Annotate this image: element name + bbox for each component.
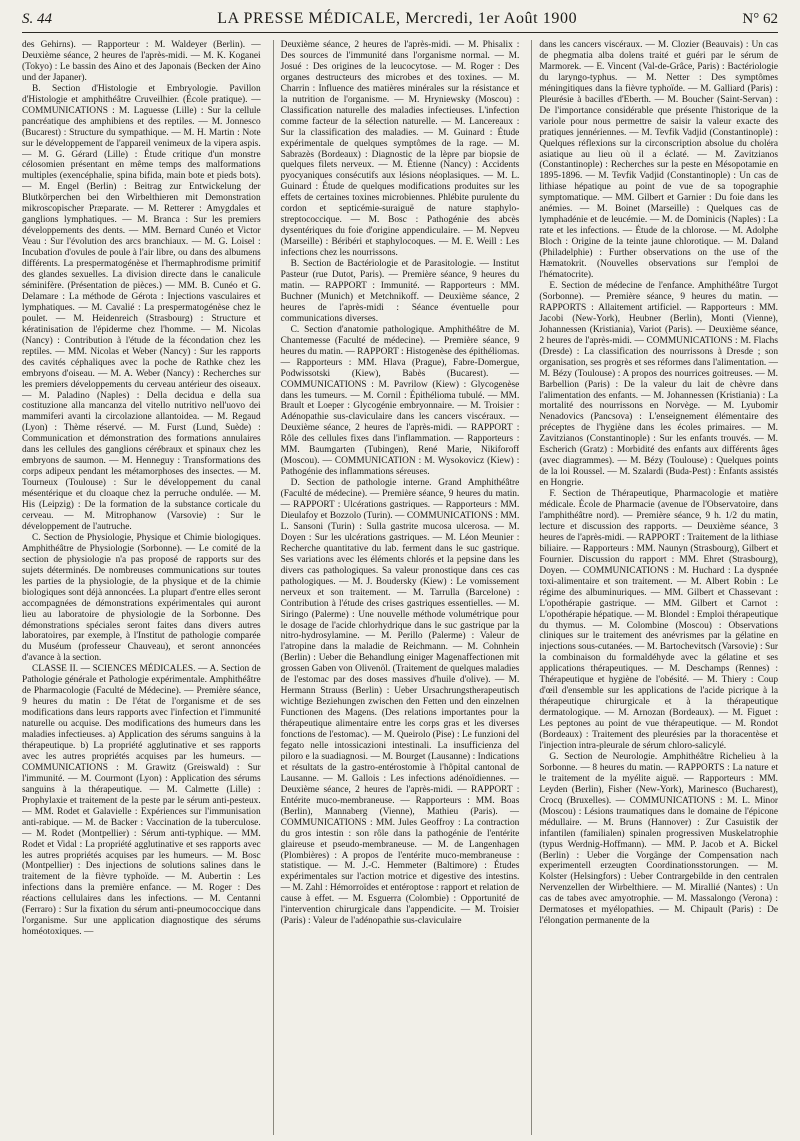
paragraph: G. Section de Neurologie. Amphithéâtre Richelieu à la Sorbonne. — 8 heures du matin. — RAPPORTS : La nature et le traitement de la myélite aiguë. — Rapporteurs : MM. Leyden (Berlin), Fisher (New-York), Marinesco (Bucharest), Crocq (Bruxelles). — COMMUNICATIONS : M. L. Minor (Moscou) : Lésions traumatiques dans le domaine de l'épicone médullaire. — M. Bruns (Hannover) : Zur Casuistik der infantilen (familialen) spinalen progressiven Muskelatrophie (typus Werdnig-Hoffmann). — MM. P. Jacob et A. Bickel (Berlin) : Ueber die Vorgänge der Compensation nach experimentell erzeugten Coordinationsstorungen. — M. Kolster (Helsingfors) : Ueber Contrargebilde in den centralen Nervenzellen der Wirbelthiere. — M. Mirallié (Nantes) : Un cas de tabes avec amyotrophie. — M. Massalongo (Verona) : Dermatoses et myélopathies. — M. Chipault (Paris) : De l'élongation permanente de la (539, 751, 779, 927)
paragraph: D. Section de pathologie interne. Grand Amphithéâtre (Faculté de médecine). — Première séance, 9 heures du matin. — RAPPORT : Ulcérations gastriques. — Rapporteurs : MM. Dieulafoy et Bozzolo (Turin). — COMMUNICATIONS : MM. L. Sansoni (Turin) : Sulla gastrite mucosa ulcerosa. — M. Doyen : Sur les ulcérations gastriques. — M. Léon Meunier : Recherche quantitative du lab. ferment dans le suc gastrique. Ses variations avec les éléments chlorés et la pepsine dans les divers cas pathologiques. Sa valeur pronostique dans ces cas pathologiques. — M. J. Boudersky (Kiew) : Le vomissement nerveux et son traitement. — M. Tarrulla (Barcelone) : Contribution à l'étude des crises gastriques essentielles. — M. Siringo (Palerme) : Une nouvelle méthode volumétrique pour le dosage de l'acide chlorhydrique dans le suc gastrique par la nitro-hydrosylamine. — M. Perillo (Palerme) : Valeur de l'atropine dans la maladie de Reichmann. — M. Cohnhein (Berlin) : Ueber die Behandlung einiger Magenaffectionen mit grossen Gaben von Olivenöl. (Traitement de quelques maladies de l'estomac par des doses massives d'huile d'olive). — M. Hermann Strauss (Berlin) : Ueber Ursachrungstherapeutisch wichtige Beziehungen zwischen den Fetten und den einzelnen Functionen des Magens. (Des relations importantes pour la thérapeutique alimentaire entre les corps gras et les diverses fonctions de l'estomac). — M. Queirolo (Pise) : Le funzioni del fegato nelle intossicazioni intestinali. La insufficienza del piloro e la suadiagnosi. — M. Bourget (Lausanne) : Indications et résultats de la gastro-entérostomie à l'hôpital cantonal de Lausanne. — M. Gallois : Les infections adénoïdiennes. — Deuxième séance, 2 heures de l'après-midi. — RAPPORT : Entérite muco-membraneuse. — Rapporteurs : MM. Boas (Berlin), Mannaberg (Vienne), Mathieu (Paris). — COMMUNICATIONS : MM. Jules Geoffroy : La contraction du gros intestin : son rôle dans la pathogénie de l'entérite glaireuse et pseudo-membraneuse. — M. de Langenhagen (Plombières) : A propos de l'entérite muco-membraneuse : statistique. — M. J.-C. Hemmeter (Baltimore) : Études expérimentales sur l'action motrice et digestive des intestins. — M. Zahl : Hémorroïdes et entéroptose : rapport et relation de cause à effet. — M. Esguerra (Colombie) : Opportunité de l'intervention chirurgicale dans l'appendicite. — M. Troisier (Paris) : Valeur de l'adénopathie sus-claviculaire (280, 478, 520, 927)
journal-title: LA PRESSE MÉDICALE, Mercredi, 1er Août 1900 (217, 10, 578, 27)
column-3 (531, 40, 778, 1135)
paragraph: F. Section de Thérapeutique, Pharmacologie et matière médicale. École de Pharmacie (avenue de l'Observatoire, dans l'amphithéâtre nord). — Première séance, 9 h. 1/2 du matin, lecture et discussion des rapports. — Deuxième séance, 3 heures de l'après-midi. — RAPPORT : Traitement de la lithiase biliaire. — Rapporteurs : MM. Naunyn (Strasbourg), Gilbert et Fournier. Discussion du rapport : MM. Ehret (Strasbourg), Doyen. — COMMUNICATIONS : M. Huchard : La dyspnée toxi-alimentaire et son traitement. — M. Albert Robin : Le régime des albuminuriques. — MM. Gilbert et Chassevant : L'opothérapie gastrique. — MM. Gilbert et Carnot : L'opothérapie hépatique. — M. Blondel : Emploi thérapeutique du thymus. — M. Colombine (Moscou) : Observations cliniques sur le traitement des anévrismes par la gélatine en injections sous-cutanées. — M. Bartochevitsch (Varsovie) : Sur la combinaison du formaldéhyde avec la gélatine et ses applications thérapeutiques. — M. Deschamps (Rennes) : Thérapeutique et hygiène de l'obésité. — M. Thiery : Coup d'œil d'ensemble sur les applications de l'acide picrique à la thérapeutique chirurgicale et à la thérapeutique dermatologique. — M. Arnozan (Bordeaux). — M. Figuet : Les peptones au point de vue thérapeutique. — M. Rondot (Bordeaux) : Traitement des pleurésies par la thoracentèse et l'injection intra-pleurale de sérum chloro-salicylé. (539, 489, 779, 751)
paragraph: C. Section de Physiologie, Physique et Chimie biologiques. Amphithéâtre de Physiologie (Sorbonne). — Le comité de la section de physiologie n'a pas proposé de rapports sur des sujets déterminés. De nombreuses communications sur toutes les parties de la physiologie, de la physique et de la chimie biologiques sont déjà annoncées. La plupart d'entre elles seront accompagnées de démonstrations expérimentales qui auront lieu au laboratoire de physiologie de la Sorbonne. Des démonstrations spéciales seront faites dans divers autres laboratoires, par exemple, à l'Institut de pathologie comparée du Muséum (professeur Chauveau), et seront annoncées d'avance à la section. (22, 532, 261, 664)
text-columns (22, 40, 778, 1135)
paragraph: dans les cancers viscéraux. — M. Clozier (Beauvais) : Un cas de phegmatia alba dolens traité et guéri par le sérum de Marmorek. — E. Vincent (Val-de-Grâce, Paris) : Bactériologie du laryngo-typhus. — M. Netter : Des symptômes méningitiques dans la fièvre typhoïde. — M. Galliard (Paris) : Pleurésie à bacilles d'Eberth. — M. Boucher (Saint-Servan) : De l'importance considérable que présente l'historique de la variole pour nous permettre de saisir la valeur exacte des pratiques jennériennes. — M. Tevfik Vadjid (Constantinople) : Quelques réflexions sur la circonscription absolue du choléra asiatique au lieu où il a éclaté. — M. Zavitzianos (Constantinople) : Recherches sur la peste en Mésopotamie en 1895-1896. — M. Tevfik Vadjid (Constantinople) : Un cas de lithiase hépatique au point de vue de sa topographie symptomatique. — MM. Gilbert et Garnier : Du foie dans les anémies. — M. Boinet (Marseille) : Quelques cas de lymphadénie et de leucémie. — M. de Dominicis (Naples) : La rate et les infections. — Étude de la chlorose. — M. Adolphe Bloch : Origine de la teinte jaune chlorotique. — M. Daland (Philadelphie) : Further observations on the use of the Hæmatokrit. (Nouvelles observations sur l'emploi de l'hématocrite). (539, 40, 779, 281)
column-2 (273, 40, 520, 1135)
paragraph: B. Section de Bactériologie et de Parasitologie. — Institut Pasteur (rue Dutot, Paris). — Première séance, 9 heures du matin. — RAPPORT : Immunité. — Rapporteurs : MM. Buchner (Munich) et Metchnikoff. — Deuxième séance, 2 heures de l'après-midi : Séance éventuelle pour communications diverses. (280, 259, 520, 324)
issue-number: N° 62 (742, 10, 778, 27)
paragraph: E. Section de médecine de l'enfance. Amphithéâtre Turgot (Sorbonne). — Première séance, 9 heures du matin. — RAPPORTS : Allaitement artificiel. — Rapporteurs : MM. Jacobi (New-York), Heubner (Berlin), Monti (Vienne), Johannessen (Kristiania), Variot (Paris). — Deuxième séance, 2 heures de l'après-midi. — COMMUNICATIONS : M. Flachs (Dresde) : La classification des nourrissons à Dresde ; son organisation, ses progrès et ses réformes dans l'alimentation. — M. Bézy (Toulouse) : A propos des nourrices goitreuses. — M. Barbellion (Paris) : De la valeur du lait de chèvre dans l'alimentation des enfants. — M. Johannessen (Kristiania) : La mortalité des nourrissons en Norvège. — M. Lyubomir Nenadovics (Pancsova) : L'enseignement élémentaire des préceptes de l'hygiène dans les écoles primaires. — M. Zavitzianos (Constantinople) : Sur les enfants trouvés. — M. Escherich (Gratz) : Morbidité des enfants aux différents âges (avec diagrammes). — M. Bézy (Toulouse) : Quelques points de la loi Roussel. — M. Szalardi (Buda-Pest) : Enfants assistés en Hongrie. (539, 280, 779, 489)
running-header (22, 6, 778, 33)
paragraph: CLASSE II. — SCIENCES MÉDICALES. — A. Section de Pathologie générale et Pathologie expérimentale. Amphithéâtre de Pharmacologie (Faculté de Médecine). — Première séance, 9 heures du matin : De l'état de l'organisme et de ses modifications dans leurs rapports avec l'infection et l'immunité naturelle ou acquise. Des modifications des humeurs dans les maladies infectieuses. a) Application des sérums sanguins à la thérapeutique. b) La propriété agglutinative et ses rapports avec les autres propriétés acquises par les humeurs. — COMMUNICATIONS : M. Grawitz (Greiswald) : Sur l'immunité. — M. Courmont (Lyon) : Application des sérums sanguins à la thérapeutique. — M. Calmette (Lille) : Prophylaxie et traitement de la peste par le sérum anti-pesteux. — MM. Rodet et Galavielle : Expériences sur l'immunisation anti-rabique. — M. de Backer : Vaccination de la tuberculose. — M. Rodet (Montpellier) : Sérum anti-typhique. — MM. Rodet et Vidal : La propriété agglutinative et ses rapports avec les autres propriétés acquises par les humeurs. — M. Bosc (Montpellier) : Des injections de solutions salines dans le traitement de la fièvre typhoïde. — M. Aubertin : Les infections dans la première enfance. — M. Roger : Des réactions cellulaires dans les infections. — M. Centanni (Ferraro) : Sur la fixation du sérum anti-pneumococcique dans l'organisme. Sur une application diagnostique des sérums homéotoxiques. — (22, 664, 261, 938)
page-number: S. 44 (22, 10, 52, 27)
paragraph: B. Section d'Histologie et Embryologie. Pavillon d'Histologie et amphithéâtre Cruveilhier. (École pratique). — COMMUNICATIONS : M. Laguesse (Lille) : Sur la cellule pancréatique des amphibiens et des reptiles. — M. Jonnesco (Bucarest) : Structure du sympathique. — M. H. Martin : Note sur le développement de l'appareil venimeux de la vipera aspis. — M. G. Gérard (Lille) : Étude critique d'un monstre célosomien présentant en même temps des malformations multiples (exencéphalie, spina bifida, main bote et pieds bots). — M. Engel (Berlin) : Beitrag zur Entwickelung der Blutkörperchen bei den Wirbelthieren mit Demonstration mikroscopischer Præparate. — M. Retterer : Amygdales et ganglions lymphatiques. — M. Branca : Sur les premiers développements des dents. — MM. Bernard Cunéo et Victor Veau : Sur l'évolution des arcs branchiaux. — M. G. Loisel : Incubation d'ovules de poule à l'air libre, ou dans des albumens différents. La prespermatogénèse et l'hermaphrodisme primitif des glandes sexuelles. La division directe dans le canalicule séminifère. (Présentation de pièces.) — MM. B. Cunéo et G. Delamare : La méthode de Gérota : Injections vasculaires et lymphatiques. — M. Cavalié : La prespermatogénèse chez le poulet. — M. Heidenreich (Strasbourg) : Structure et kératinisation de l'épiderme chez l'homme. — M. Nicolas (Nancy) : Contribution à l'étude de la fécondation chez les reptiles. — MM. Nicolas et Weber (Nancy) : Sur les rapports des cavités céphaliques avec la poche de Rathke chez les embryons d'oiseau. — M. A. Weber (Nancy) : Recherches sur les premiers développements du cerveau antérieur des oiseaux. — M. Paladino (Naples) : Della decidua e della sua costituzione alla mancanza del vitello nutritivo nell'uovo dei mammiferi avanti la circolazione allantoidea. — M. Regaud (Lyon) : Thème réservé. — M. Furst (Lund, Suède) : Communication et démonstration des formations annulaires dans les cellules des ganglions cérébraux et spinaux chez les embryons de saumon. — M. Henneguy : Transformations des corps adipeux pendant les métamorphoses des insectes. — M. Tourneux (Toulouse) : Sur le développement du canal mésentérique et du cloaque chez la perruche ondulée. — M. His (Leipzig) : De la formation de la substance corticale du cerveau. — M. Mitrophanow (Varsovie) : Sur le développement de l'autruche. (22, 83, 261, 532)
paragraph: C. Section d'anatomie pathologique. Amphithéâtre de M. Chantemesse (Faculté de médecine). — Première séance, 9 heures du matin. — RAPPORT : Histogenèse des épithéliomas. — Rapporteurs : MM. Hlava (Prague), Fabre-Domergue, Podwissotski (Kiew), Babès (Bucarest). — COMMUNICATIONS : M. Pavrilow (Kiew) : Glycogenèse dans les tumeurs. — M. Cornil : Épithélioma tubulé. — MM. Brault et Loeper : Glycogénie embryonnaire. — M. Troisier : Adénopathie sus-claviculaire dans les cancers viscéraux. — Deuxième séance, 2 heures de l'après-midi. — RAPPORT : Rôle des cellules fixes dans l'inflammation. — Rapporteurs : MM. Baumgarten (Tubingen), René Marie, Nikiforoff (Moscou). — COMMUNICATION : M. Wysokovicz (Kiew) : Pathogénie des inflammations séreuses. (280, 324, 520, 478)
column-1 (22, 40, 261, 1135)
paragraph: des Gehirns). — Rapporteur : M. Waldeyer (Berlin). — Deuxième séance, 2 heures de l'après-midi. — M. K. Koganei (Tokyo) : Le bassin des Aino et des Japonais (Becken der Aino und der Japaner). (22, 40, 261, 83)
paragraph: Deuxième séance, 2 heures de l'après-midi. — M. Phisalix : Des sources de l'immunité dans l'organisme normal. — M. Josué : Des origines de la leucocytose. — M. Roger : Des organes destructeurs des microbes et des toxines. — M. Charrin : Influence des matières minérales sur la résistance et la nutrition de l'organisme. — M. Hryniewsky (Moscou) : Classification naturelle des maladies infectieuses. L'infection comme facteur de la sélection naturelle. — M. Lancereaux : Sur la classification des maladies. — M. Guinard : Étude expérimentale de quelques symptômes de la rage. — M. Sabrazès (Bordeaux) : Diagnostic de la lèpre par biopsie de quelques filets nerveux. — M. Étienne (Nancy) : Accidents pyocyaniques consécutifs aux lésions néoplasiques. — M. L. Guinard : Étude de quelques modifications produites sur les effets de certaines toxines microbiennes. Phlébite purulente du cordon et septicémie-suraiguë de nature staphylo-streptococcique. — M. Bosc : Pathogénie des abcès dysentériques du foie d'origine appendiculaire. — M. Nepveu (Marseille) : Béribéri et staphylocoques. — M. E. Weill : Les infections chez les nourrissons. (280, 40, 520, 259)
